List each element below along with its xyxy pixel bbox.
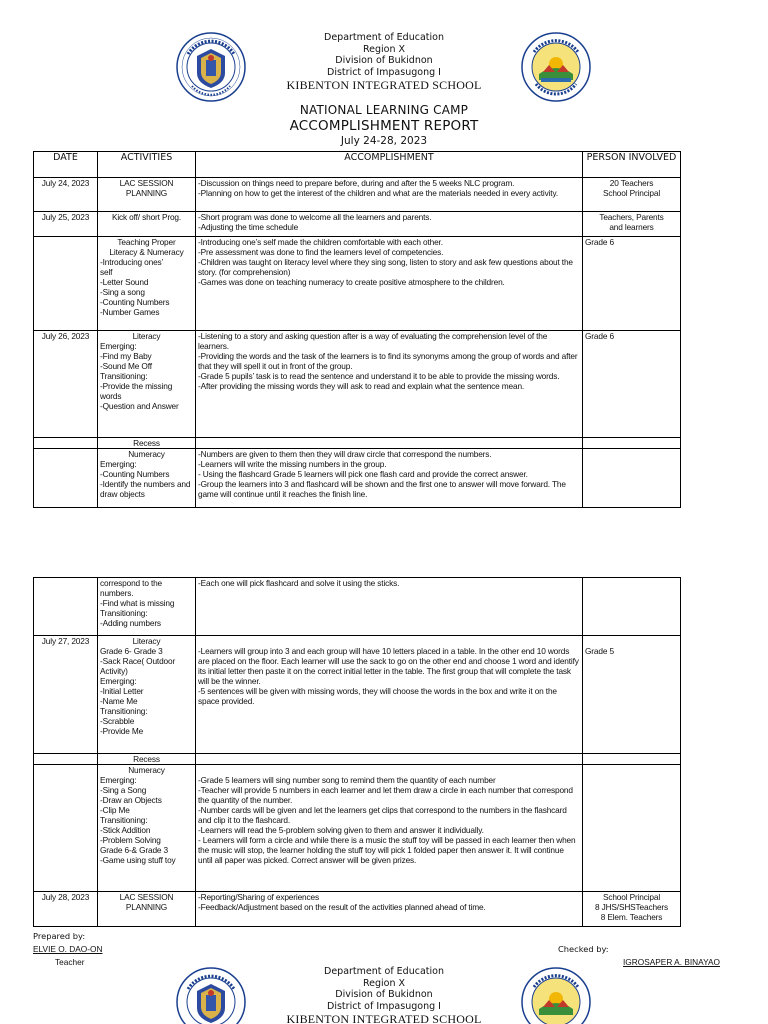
header-line-district: District of Impasugong I [327, 66, 441, 78]
header-date: DATE [34, 152, 98, 178]
row-person [583, 765, 681, 892]
row-date: July 27, 2023 [34, 636, 98, 754]
recess-row [34, 438, 681, 449]
header-line-deped: Department of Education [324, 32, 444, 43]
row-person [583, 449, 681, 508]
row-date [34, 449, 98, 508]
table-row [34, 636, 681, 754]
row-date [34, 578, 98, 636]
recess-label: Recess [98, 754, 196, 765]
person-line: and learners [609, 222, 654, 232]
report-title: ACCOMPLISHMENT REPORT [289, 118, 479, 134]
header-line-region: Region X [362, 977, 406, 989]
person-line: Grade 6 [585, 237, 614, 247]
row-date: July 24, 2023 [34, 178, 98, 212]
activity-line: -Introducing ones’ [100, 257, 164, 267]
accomplishment-line: -Children was taught on literacy level where they sing song, listen to story and ask few questions about the story. (for comprehension) [198, 257, 573, 277]
accomplishment-line: -Group the learners into 3 and flashcard will be shown and the first one to answer will move forward. The game will continue until it reaches the finish line. [198, 479, 566, 499]
table-row [34, 212, 681, 237]
person-line: Grade 5 [585, 646, 614, 656]
row-accomplishment [196, 237, 583, 331]
accomplishment-line: - Using the flashcard Grade 5 learners will pick one flash card and provide the correct answer. [198, 469, 528, 479]
activity-line: Emerging: [100, 341, 137, 351]
row-activities [98, 578, 196, 636]
person-line: School Principal [602, 188, 661, 198]
row-accomplishment [196, 212, 583, 237]
accomplishment-line: -Feedback/Adjustment based on the result of the activities planned ahead of time. [198, 902, 486, 912]
row-activities [98, 449, 196, 508]
person-line: 8 Elem. Teachers [600, 912, 663, 922]
activity-line: Emerging: [100, 676, 137, 686]
row-activities [98, 765, 196, 892]
header-line-region: Region X [362, 43, 406, 55]
checked-by-label: Checked by: [558, 944, 609, 954]
accomplishment-line: -Learners will write the missing numbers in the group. [198, 459, 387, 469]
accomplishment-line: -After providing the missing words they will ask to read and explain what the sentence mean. [198, 381, 525, 391]
row-accomplishment [196, 178, 583, 212]
header-line-district: District of Impasugong I [327, 1000, 441, 1012]
activity-line: Grade 6-& Grade 3 [100, 845, 169, 855]
activity-line: Numeracy [128, 449, 165, 459]
row-date: July 25, 2023 [34, 212, 98, 237]
row-person [583, 178, 681, 212]
person-line: 20 Teachers [609, 178, 654, 188]
report-titles [0, 103, 768, 148]
activity-line: -Game using stuff toy [100, 855, 176, 865]
row-activities [98, 178, 196, 212]
person-line: Grade 6 [585, 331, 614, 341]
activity-line: LAC SESSION [119, 178, 174, 188]
accomplishment-line: -Number cards will be given and let the learners get clips that correspond to the numbers in the flashcard and clip it to the flashcard. [198, 805, 567, 825]
activity-line: -Question and Answer [100, 401, 179, 411]
activity-line: Grade 6- Grade 3 [100, 646, 163, 656]
accomplishment-line: -Introducing one’s self made the children comfortable with each other. [198, 237, 443, 247]
table-row [34, 237, 681, 331]
row-person [583, 892, 681, 927]
accomplishment-line: - Learners will form a circle and while there is a music the stuff toy will be passed in each learner then when the music will stop, the learner holding the stuff toy will pick 1 folded paper then answer it. It will continue until all paper was picked. Correct answer will be given prizes. [198, 835, 576, 865]
row-activities [98, 331, 196, 438]
activity-line: Literacy [132, 331, 161, 341]
accomplishment-line: -Teacher will provide 5 numbers in each learner and let them draw a circle in each number that correspond the quantity of the number. [198, 785, 573, 805]
activity-line: -Sound Me Off [100, 361, 152, 371]
table-row [34, 449, 681, 508]
accomplishment-line: -Providing the words and the task of the learners is to find its synonyms among the group of words and after that they will spell it out in front of the group. [198, 351, 578, 371]
activity-line: Transitioning: [100, 371, 148, 381]
accomplishment-line: -Planning on how to get the interest of the children and what are the materials needed in every activity. [198, 188, 558, 198]
accomplishment-table [33, 151, 681, 508]
accomplishment-line: -Adjusting the time schedule [198, 222, 299, 232]
activity-line: -Scrabble [100, 716, 135, 726]
accomplishment-line: -Short program was done to welcome all the learners and parents. [198, 212, 432, 222]
prepared-by-label: Prepared by: [33, 931, 86, 941]
row-accomplishment [196, 892, 583, 927]
header-line-division: Division of Bukidnon [335, 55, 433, 66]
row-activities [98, 636, 196, 754]
activity-line: Transitioning: [100, 706, 148, 716]
activity-line: -Provide the missing words [100, 381, 173, 401]
table-row [34, 892, 681, 927]
activity-line: Literacy [132, 636, 161, 646]
header-activities: ACTIVITIES [98, 152, 196, 178]
activity-line: -Provide Me [100, 726, 144, 736]
activity-line: Teaching Proper [117, 237, 176, 247]
activity-line: -Sing a song [100, 287, 145, 297]
activity-line: -Letter Sound [100, 277, 149, 287]
activity-line: Numeracy [128, 765, 165, 775]
activity-line: -Counting Numbers [100, 469, 170, 479]
activity-line: Transitioning: [100, 608, 148, 618]
recess-label: Recess [98, 438, 196, 449]
accomplishment-line: -Grade 5 learners will sing number song to remind them the quantity of each number [198, 775, 496, 785]
header-accomplishment: ACCOMPLISHMENT [196, 152, 583, 178]
row-date [34, 237, 98, 331]
prepared-by-role: Teacher [55, 957, 85, 967]
row-person [583, 636, 681, 754]
activity-line: Transitioning: [100, 815, 148, 825]
accomplishment-line: -Listening to a story and asking question after is a way of evaluating the comprehension level of the learners. [198, 331, 548, 351]
activity-line: Emerging: [100, 775, 137, 785]
activity-line: -Identify the numbers and draw objects [100, 479, 191, 499]
document-header-page2 [0, 966, 768, 1024]
row-activities [98, 892, 196, 927]
header-line-division: Division of Bukidnon [335, 989, 433, 1000]
accomplishment-line: -5 sentences will be given with missing words, they will choose the words in the box and write it on the space provided. [198, 686, 557, 706]
activity-line: LAC SESSION [119, 892, 174, 902]
row-date [34, 765, 98, 892]
activity-line: -Counting Numbers [100, 297, 170, 307]
row-person [583, 237, 681, 331]
prepared-by-name: ELVIE O. DAO-ON [33, 944, 103, 954]
activity-line: -Initial Letter [100, 686, 144, 696]
activity-line: -Number Games [100, 307, 160, 317]
row-person [583, 212, 681, 237]
table-row [34, 765, 681, 892]
activity-line: -Draw an Objects [100, 795, 162, 805]
accomplishment-line: -Each one will pick flashcard and solve it using the sticks. [198, 578, 400, 588]
activity-line: -Name Me [100, 696, 138, 706]
row-accomplishment [196, 449, 583, 508]
activity-line: -Sack Race( Outdoor Activity) [100, 656, 176, 676]
row-accomplishment [196, 331, 583, 438]
table-row [34, 178, 681, 212]
school-name: KIBENTON INTEGRATED SCHOOL [286, 1012, 482, 1024]
accomplishment-line: -Discussion on things need to prepare before, during and after the 5 weeks NLC program. [198, 178, 515, 188]
table-row [34, 578, 681, 636]
activity-line: -Sing a Song [100, 785, 147, 795]
activity-line: -Stick Addition [100, 825, 151, 835]
row-accomplishment [196, 636, 583, 754]
row-accomplishment [196, 765, 583, 892]
accomplishment-line: -Learners will read the 5-problem solving given to them and answer it individually. [198, 825, 484, 835]
activity-line: -Find my Baby [100, 351, 152, 361]
table-row [34, 331, 681, 438]
activity-line: Emerging: [100, 459, 137, 469]
row-person [583, 331, 681, 438]
activity-line: -Find what is missing [100, 598, 175, 608]
row-activities [98, 237, 196, 331]
accomplishment-line: -Games was done on teaching numeracy to create positive atmosphere to the children. [198, 277, 505, 287]
activity-line: Literacy & Numeracy [109, 247, 184, 257]
person-line: School Principal [602, 892, 661, 902]
accomplishment-table-continued [33, 577, 681, 927]
activity-line: PLANNING [125, 188, 168, 198]
accomplishment-line: -Learners will group into 3 and each group will have 10 letters placed in a table. In the other end 10 words are placed on the floor. Each learner will use the sack to go on the other end and choose 1 word and identify its initial letter then paste it on the correct initial letter in the table. The first group that will complete the task will be the winner. [198, 646, 579, 686]
person-line: 8 JHS/SHSTeachers [594, 902, 669, 912]
row-date: July 26, 2023 [34, 331, 98, 438]
activity-line: correspond to the numbers. [100, 578, 163, 598]
activity-line: Kick off/ short Prog. [111, 212, 182, 222]
accomplishment-line: -Numbers are given to them then they will draw circle that correspond the numbers. [198, 449, 492, 459]
activity-line: -Clip Me [100, 805, 130, 815]
row-accomplishment [196, 578, 583, 636]
row-activities [98, 212, 196, 237]
accomplishment-line: -Reporting/Sharing of experiences [198, 892, 319, 902]
activity-line: -Adding numbers [100, 618, 161, 628]
header-line-deped: Department of Education [324, 966, 444, 977]
header-person-involved: PERSON INVOLVED [583, 152, 681, 178]
accomplishment-line: -Grade 5 pupils’ task is to read the sentence and understand it to be able to provide the missing words. [198, 371, 560, 381]
person-line: Teachers, Parents [599, 212, 664, 222]
school-name: KIBENTON INTEGRATED SCHOOL [286, 78, 482, 92]
activity-line: -Problem Solving [100, 835, 161, 845]
accomplishment-line: -Pre assessment was done to find the learners level of competencies. [198, 247, 444, 257]
checked-by-name: IGROSAPER A. BINAYAO [623, 957, 720, 967]
row-date: July 28, 2023 [34, 892, 98, 927]
row-person [583, 578, 681, 636]
activity-line: PLANNING [125, 902, 168, 912]
table-header-row [34, 152, 681, 178]
document-header [0, 32, 768, 92]
report-title-camp: NATIONAL LEARNING CAMP [299, 103, 469, 117]
report-dates: July 24-28, 2023 [340, 135, 428, 147]
activity-line: self [100, 267, 113, 277]
recess-row [34, 754, 681, 765]
